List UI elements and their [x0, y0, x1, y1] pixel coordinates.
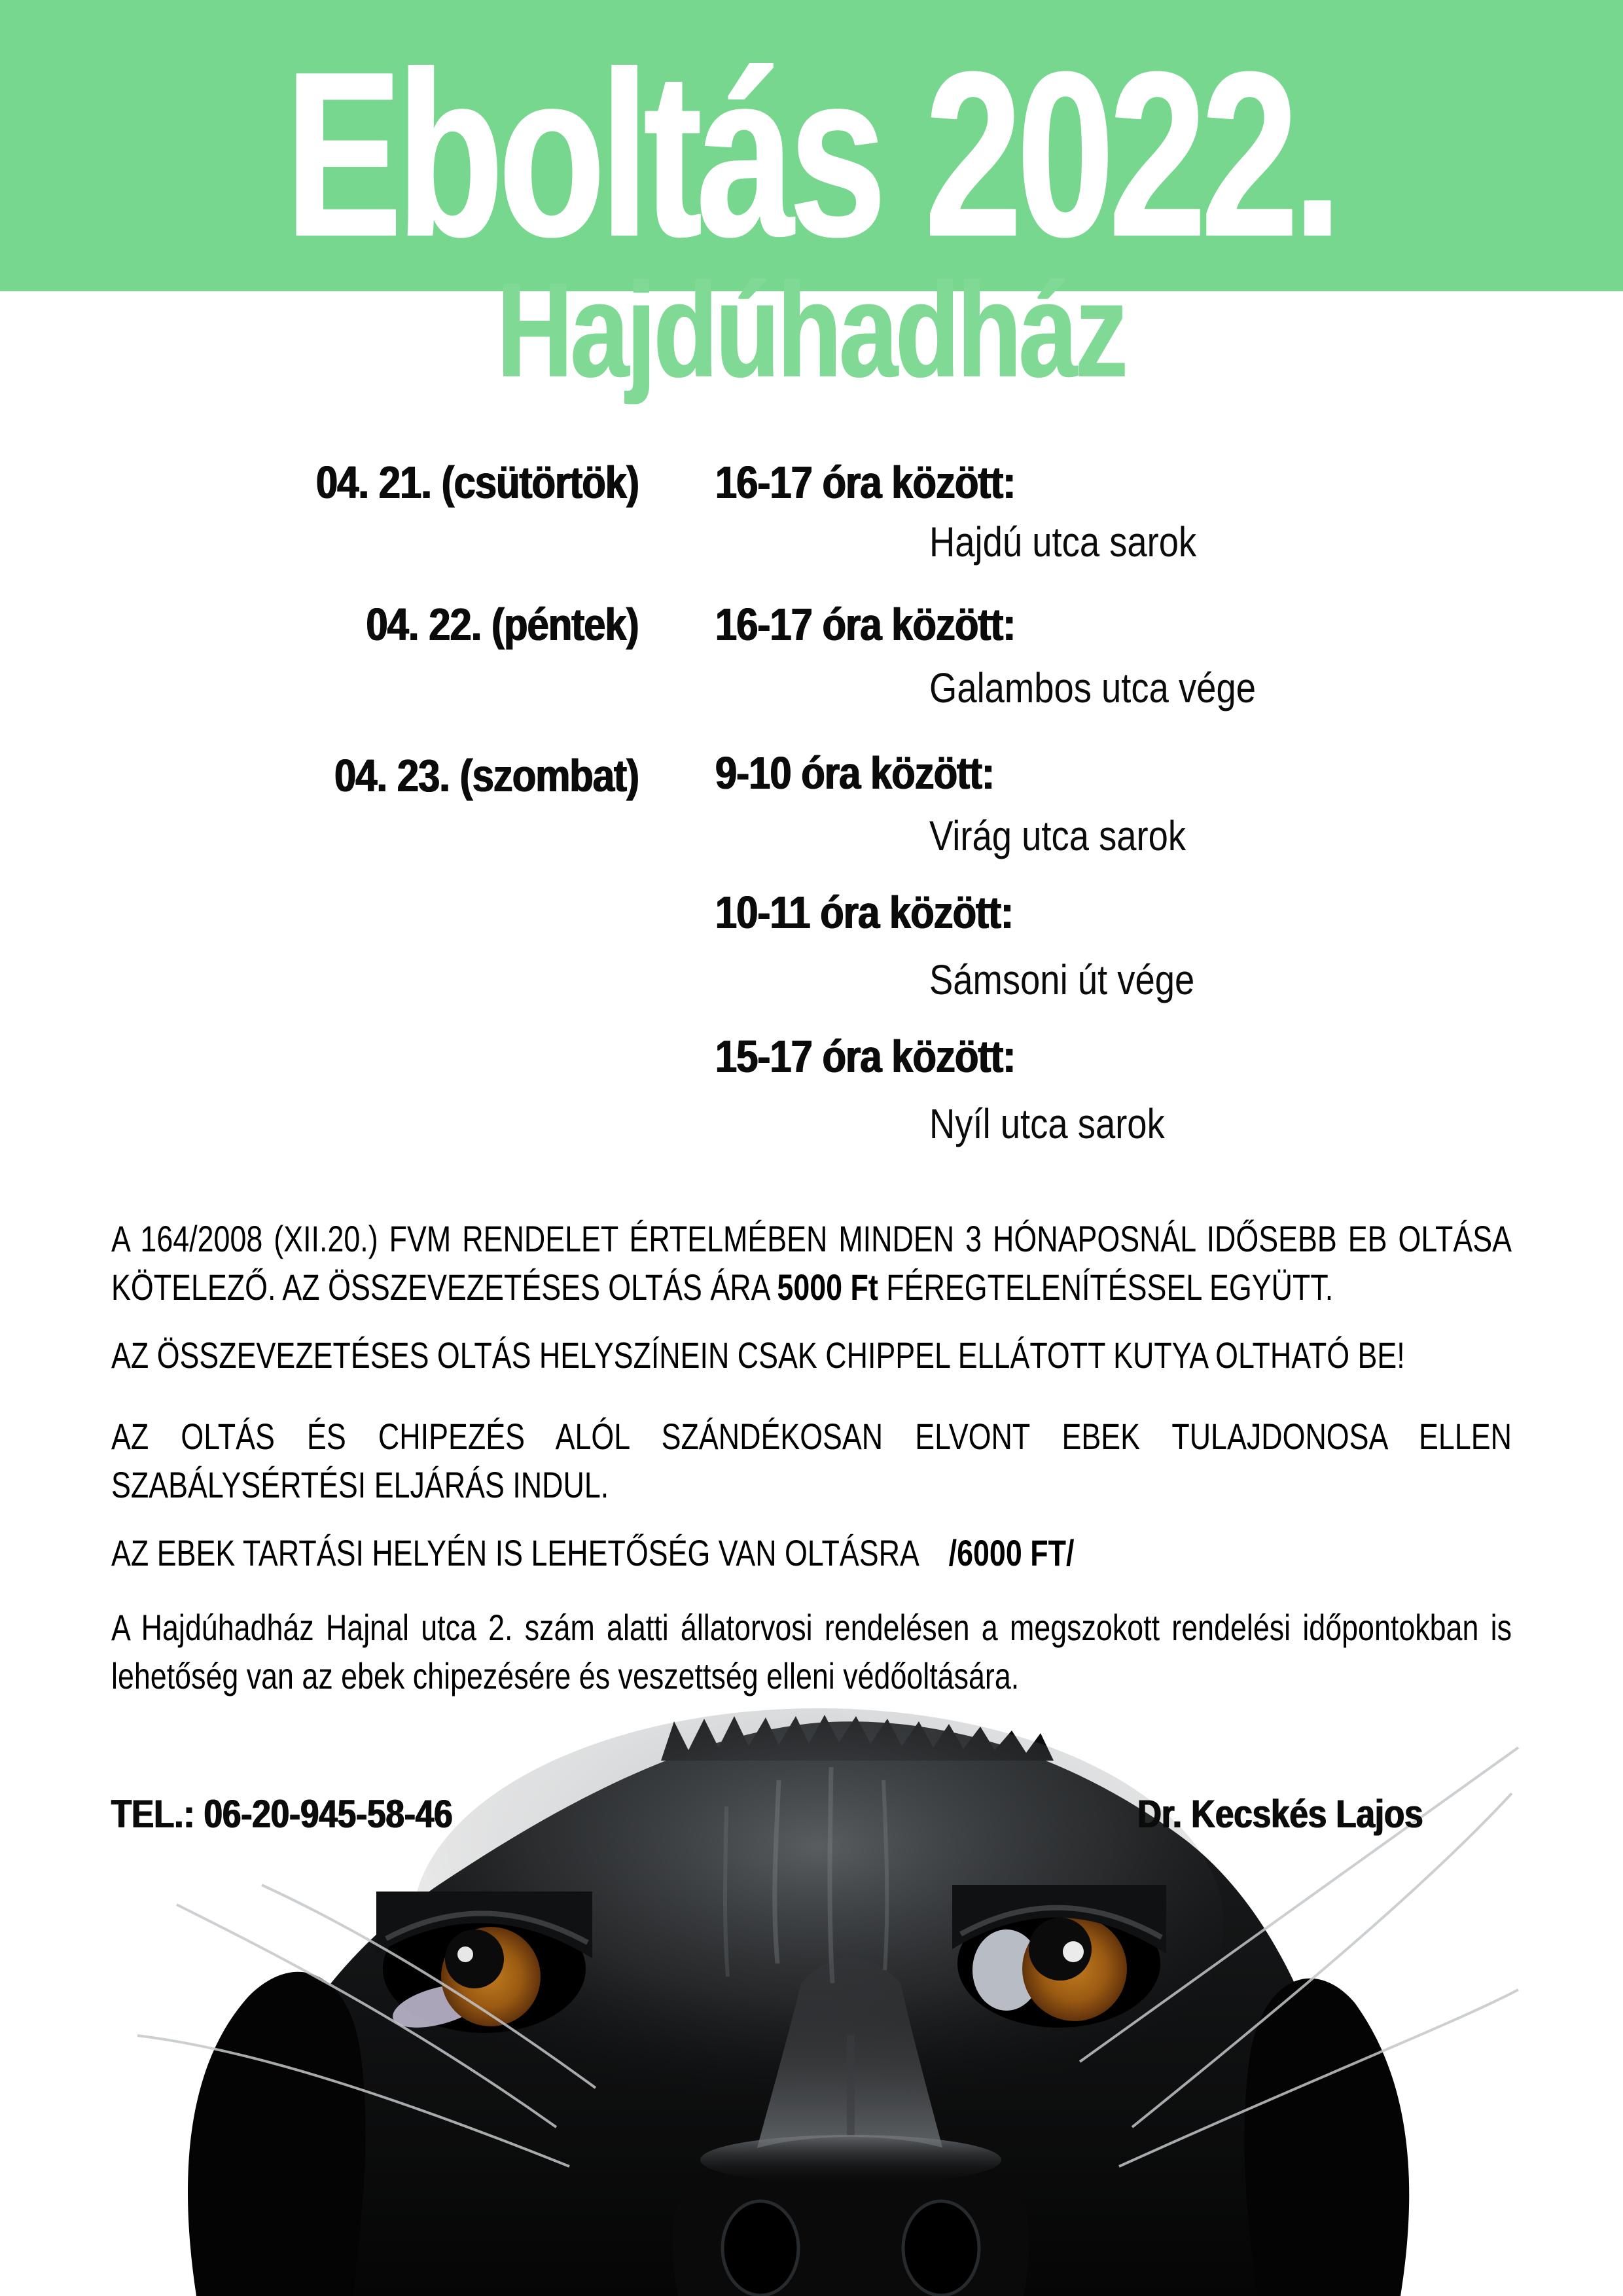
schedule-place-2-text: Galambos utca vége: [929, 664, 1256, 711]
schedule-time-5: [715, 1031, 1068, 1082]
phone-number: [111, 1792, 513, 1836]
schedule-date-2-text: 04. 22. (péntek): [366, 599, 639, 650]
paragraph-clinic-info-text: A Hajdúhadház Hajnal utca 2. szám alatti állatorvosi rendelésen a megszokott rendelési időpontokban is lehetőség van az ebek chipezésére és veszettség elleni védőoltására.: [111, 1607, 1512, 1696]
body-text-block: [111, 1215, 1512, 1700]
schedule-place-5: [929, 1100, 1206, 1147]
paragraph-penalty: [111, 1412, 1512, 1509]
schedule-time-3: [715, 747, 1043, 798]
page-title-text: Eboltás 2022.: [285, 23, 1338, 286]
schedule-time-1: [715, 457, 1068, 508]
dog-right-eye: [952, 1885, 1166, 2028]
schedule-time-1-text: 16-17 óra között:: [715, 457, 1016, 508]
paragraph-penalty-text: AZ OLTÁS ÉS CHIPEZÉS ALÓL SZÁNDÉKOSAN ELVONT EBEK TULAJDONOSA ELLEN SZABÁLYSÉRTÉSI ELJÁRÁS INDUL.: [111, 1416, 1512, 1505]
schedule-date-3: [111, 750, 639, 801]
dog-left-ear: [188, 1972, 366, 2296]
schedule-date-1-text: 04. 21. (csütörtök): [315, 457, 639, 508]
schedule-date-3-text: 04. 23. (szombat): [334, 750, 639, 801]
paragraph-home-vaccination: [111, 1529, 1512, 1577]
schedule-date-1: [111, 457, 639, 508]
schedule-place-3-text: Virág utca sarok: [929, 812, 1186, 859]
paragraph-regulation-text: A 164/2008 (XII.20.) FVM RENDELET ÉRTELMÉBEN MINDEN 3 HÓNAPOSNÁL IDŐSEBB EB OLTÁSA KÖTELEZŐ. AZ ÖSSZEVEZETÉSES OLTÁS ÁRA: [111, 1218, 1512, 1308]
paragraph-regulation: [111, 1215, 1512, 1312]
schedule-place-4: [929, 956, 1241, 1003]
schedule-time-2-text: 16-17 óra között:: [715, 599, 1016, 650]
paragraph-chip-required-text: AZ ÖSSZEVEZETÉSES OLTÁS HELYSZÍNEIN CSAK CHIPPEL ELLÁTOTT KUTYA OLTHATÓ BE!: [111, 1335, 1405, 1376]
page-subtitle-text: Hajdúhadház: [497, 255, 1126, 405]
veterinarian-name-text: Dr. Kecskés Lajos: [1137, 1792, 1423, 1836]
paragraph-chip-required: [111, 1331, 1512, 1380]
schedule-place-5-text: Nyíl utca sarok: [929, 1100, 1165, 1147]
schedule-time-3-text: 9-10 óra között:: [715, 747, 995, 798]
schedule-place-3: [929, 812, 1231, 859]
schedule-place-1-text: Hajdú utca sarok: [929, 518, 1197, 565]
schedule-time-5-text: 15-17 óra között:: [715, 1031, 1016, 1082]
schedule-time-2: [715, 599, 1068, 650]
schedule-time-4-text: 10-11 óra között:: [715, 887, 1014, 938]
dog-nose: [673, 2135, 1029, 2296]
page-title: [0, 23, 1623, 286]
schedule-place-2: [929, 664, 1313, 711]
paragraph-clinic-info: [111, 1604, 1512, 1700]
price-5000ft: 5000 Ft: [777, 1266, 878, 1308]
dog-right-ear: [1244, 1979, 1409, 2296]
page-subtitle: [0, 255, 1623, 405]
phone-number-text: TEL.: 06-20-945-58-46: [111, 1792, 453, 1836]
veterinarian-name: [1137, 1792, 1474, 1836]
schedule-time-4: [715, 887, 1065, 938]
price-6000ft: /6000 FT/: [948, 1532, 1075, 1573]
paragraph-regulation-tail: FÉREGTELENÍTÉSSEL EGYÜTT.: [878, 1266, 1334, 1308]
schedule-place-4-text: Sámsoni út vége: [929, 956, 1195, 1003]
schedule-date-2: [111, 599, 639, 650]
dog-forehead-streak-2: [830, 1767, 832, 1983]
paragraph-home-vaccination-text: AZ EBEK TARTÁSI HELYÉN IS LEHETŐSÉG VAN OLTÁSRA: [111, 1532, 919, 1573]
schedule-place-1: [929, 518, 1243, 565]
